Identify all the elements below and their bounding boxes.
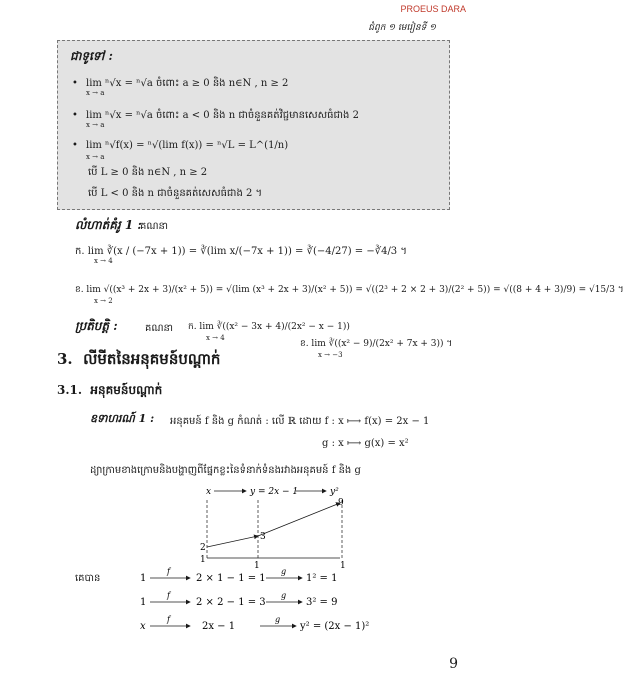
definition-label: ឧទាហរណ៍ 1 :	[90, 412, 155, 425]
brand-header: PROEUS DARA	[400, 4, 466, 14]
arrow-3-to-9	[258, 503, 340, 536]
exercise-instruction: គណនា	[145, 323, 174, 334]
page-number: 9	[449, 656, 458, 672]
definition-text: អនុគមន៍ f និង g កំណត់ : លើ ℝ ដោយ f : x ⟼ f(x) = 2x − 1	[170, 416, 430, 427]
label-g: g	[281, 567, 287, 576]
results-row-3	[140, 615, 369, 632]
svg-text:2 × 2 − 1 = 3: 2 × 2 − 1 = 3	[196, 597, 266, 608]
exercise-part-a: ក. lim ∛((x² − 3x + 4)/(2x² − x − 1))	[188, 322, 350, 332]
bullet-icon: •	[72, 78, 78, 89]
svg-text:3² = 9: 3² = 9	[306, 597, 338, 608]
section-heading: 3. លីមីតនៃអនុគមន៍បណ្តាក់	[57, 350, 221, 368]
definition-description: ដ្យាក្រាមខាងក្រោមនិងបង្ហាញពីផ្នែកខ្លះនៃទំនាក់ទំនងរវាងអនុគមន៍ f និង g	[90, 465, 361, 476]
limit-subscript: x → a	[86, 121, 105, 129]
label-f: f	[167, 567, 170, 576]
diagram-y-label: y = 2x − 1	[250, 487, 299, 497]
example-part-a: ក. lim ∛(x / (−7x + 1)) = ∛(lim x/(−7x + 1)) = ∛(−4/27) = −∛4/3 ។	[75, 246, 407, 257]
label-f: f	[167, 591, 170, 600]
definition-g: g : x ⟼ g(x) = x²	[322, 438, 409, 449]
condition-2: បើ L < 0 និង n ជាចំនួនគត់សេសធំជាង 2 ។	[88, 188, 263, 199]
diagram-value-3: 3	[260, 532, 266, 542]
example-instruction: គណនា	[140, 221, 169, 232]
svg-text:1: 1	[140, 597, 147, 608]
diagram-value-1: 1	[200, 555, 206, 565]
exercise-part-b: ខ. lim ∛((x² − 9)/(2x² + 7x + 3)) ។	[300, 339, 453, 349]
note-item-3: • lim ⁿ√f(x) = ⁿ√(lim f(x)) = ⁿ√L = L^(1/n)	[72, 140, 289, 151]
subsection-heading: 3.1. អនុគមន៍បណ្តាក់	[57, 383, 163, 397]
svg-text:2x − 1: 2x − 1	[202, 621, 236, 632]
diagram-value-9: 9	[338, 498, 344, 508]
label-f: f	[167, 615, 170, 624]
diagram-value-2: 2	[200, 543, 206, 553]
exercise-part-a-subscript: x → 4	[206, 334, 225, 342]
diagram-value-1: 1	[254, 561, 260, 571]
limit-subscript: x → a	[86, 153, 105, 161]
exercise-label: ប្រតិបត្តិ :	[75, 319, 118, 333]
svg-text:1² = 1: 1² = 1	[306, 573, 338, 584]
note-item-2: • lim ⁿ√x = ⁿ√a ចំពោះ a < 0 និង n ជាចំនួនគត់វិជ្ជមានសេសធំជាង 2	[72, 110, 359, 121]
condition-1: បើ L ≥ 0 និង n∈N , n ≥ 2	[88, 167, 208, 178]
results-mappings	[130, 565, 370, 637]
bullet-icon: •	[72, 140, 78, 151]
composition-diagram	[190, 482, 360, 572]
example-part-a-subscript: x → 4	[94, 257, 113, 265]
example-label: លំហាត់គំរូ 1 :	[75, 218, 142, 232]
exercise-part-b-subscript: x → −3	[318, 351, 343, 359]
svg-text:2 × 1 − 1 = 1: 2 × 1 − 1 = 1	[196, 573, 266, 584]
note-box-title: ជាទូទៅ :	[70, 49, 113, 63]
note-box	[57, 40, 450, 210]
diagram-x-label: x	[206, 487, 212, 497]
results-intro: គេបាន	[75, 573, 101, 584]
svg-text:y² = (2x − 1)²: y² = (2x − 1)²	[300, 621, 370, 632]
example-part-b-subscript: x → 2	[94, 297, 113, 305]
diagram-y2-label: y²	[330, 487, 339, 497]
note-item-1: • lim ⁿ√x = ⁿ√a ចំពោះ a ≥ 0 និង n∈N , n ≥ 2	[72, 78, 289, 89]
results-row-1	[140, 567, 337, 584]
bullet-icon: •	[72, 110, 78, 121]
chapter-header: ជំពូក ១ មេរៀនទី ១	[368, 23, 436, 33]
label-g: g	[275, 615, 281, 624]
svg-text:1: 1	[140, 573, 147, 584]
results-row-2	[140, 591, 337, 608]
label-g: g	[281, 591, 287, 600]
limit-subscript: x → a	[86, 89, 105, 97]
arrow-2-to-3	[207, 536, 258, 547]
svg-text:x: x	[140, 621, 146, 632]
diagram-value-1: 1	[340, 561, 346, 571]
example-part-b: ខ. lim √((x³ + 2x + 3)/(x² + 5)) = √(lim (x³ + 2x + 3)/(x² + 5)) = √((2³ + 2 × 2 + 3)/(2² + 5)) = √((8 + 4 + 3)/9) = √15/3 ។	[75, 285, 624, 295]
